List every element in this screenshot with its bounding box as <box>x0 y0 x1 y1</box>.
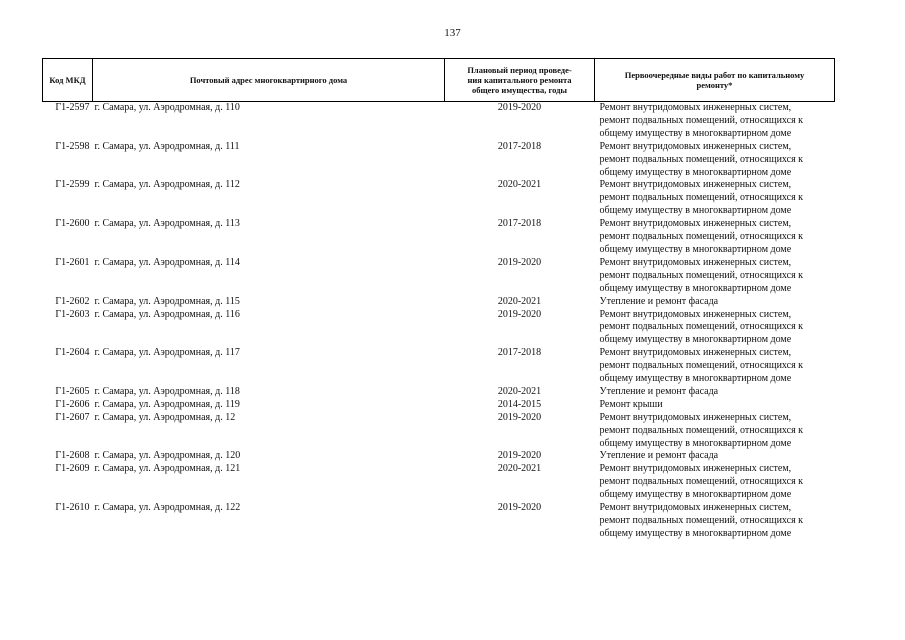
header-works-line: Первоочередные виды работ по капитальному <box>624 70 805 80</box>
works-line: Утепление и ремонт фасада <box>599 385 719 397</box>
works-cell <box>595 257 835 296</box>
mkd-code-cell: Г1-2605 <box>55 385 90 397</box>
header-period-line: общего имущества, годы <box>471 85 568 95</box>
header-period <box>445 59 595 102</box>
period-cell: 2017-2018 <box>497 218 542 230</box>
works-cell <box>595 309 835 348</box>
table-header <box>43 59 835 102</box>
works-line: общему имуществу в многоквартирном доме <box>599 373 792 385</box>
address-cell: г. Самара, ул. Аэродромная, д. 115 <box>94 295 240 307</box>
works-line: Ремонт внутридомовых инженерных систем, <box>599 102 792 113</box>
mkd-code-cell: Г1-2597 <box>55 102 90 113</box>
header-code: Код МКД <box>43 59 93 102</box>
mkd-code-cell: Г1-2607 <box>55 411 90 423</box>
works-line: ремонт подвальных помещений, относящихся к <box>599 269 804 281</box>
header-period-line: Плановый период проведе- <box>467 65 572 75</box>
works-line: общему имуществу в многоквартирном доме <box>599 127 792 139</box>
address-cell: г. Самара, ул. Аэродромная, д. 114 <box>94 256 240 268</box>
table-row <box>43 257 835 296</box>
table-row <box>43 218 835 257</box>
address-cell: г. Самара, ул. Аэродромная, д. 12 <box>94 411 236 423</box>
works-line: Ремонт внутридомовых инженерных систем, <box>599 140 792 152</box>
works-line: Ремонт внутридомовых инженерных систем, <box>599 179 792 191</box>
works-line: ремонт подвальных помещений, относящихся к <box>599 231 804 243</box>
works-cell <box>595 399 835 412</box>
address-cell: г. Самара, ул. Аэродромная, д. 120 <box>94 450 241 462</box>
works-line: Ремонт внутридомовых инженерных систем, <box>599 411 792 423</box>
table-row <box>43 412 835 451</box>
period-cell: 2017-2018 <box>497 140 542 152</box>
header-works-line: ремонту* <box>696 80 733 90</box>
works-cell <box>595 463 835 502</box>
period-cell: 2019-2020 <box>497 502 542 514</box>
works-line: общему имуществу в многоквартирном доме <box>599 166 792 178</box>
works-line: ремонт подвальных помещений, относящихся к <box>599 153 804 165</box>
works-line: общему имуществу в многоквартирном доме <box>599 205 792 217</box>
works-line: общему имуществу в многоквартирном доме <box>599 527 792 539</box>
address-cell: г. Самара, ул. Аэродромная, д. 110 <box>94 102 240 113</box>
address-cell: г. Самара, ул. Аэродромная, д. 117 <box>94 347 240 359</box>
period-cell: 2020-2021 <box>497 463 542 475</box>
mkd-code-cell: Г1-2608 <box>55 450 90 462</box>
table-row <box>43 450 835 463</box>
mkd-code-cell: Г1-2609 <box>55 463 90 475</box>
period-cell: 2019-2020 <box>497 411 542 423</box>
table-row <box>43 296 835 309</box>
works-line: Ремонт внутридомовых инженерных систем, <box>599 347 792 359</box>
address-cell: г. Самара, ул. Аэродромная, д. 111 <box>94 140 240 152</box>
works-line: общему имуществу в многоквартирном доме <box>599 437 792 449</box>
address-cell: г. Самара, ул. Аэродромная, д. 113 <box>94 218 240 230</box>
works-cell <box>595 102 835 141</box>
works-cell <box>595 347 835 386</box>
works-line: Ремонт внутридомовых инженерных систем, <box>599 463 792 475</box>
mkd-code-cell: Г1-2598 <box>55 140 90 152</box>
works-line: Утепление и ремонт фасада <box>599 450 719 462</box>
works-cell <box>595 412 835 451</box>
table-row <box>43 463 835 502</box>
works-cell <box>595 502 835 541</box>
works-line: общему имуществу в многоквартирном доме <box>599 334 792 346</box>
table-row <box>43 347 835 386</box>
table-row <box>43 309 835 348</box>
table-row <box>43 386 835 399</box>
works-cell <box>595 296 835 309</box>
works-line: Ремонт крыши <box>599 398 663 410</box>
mkd-code-cell: Г1-2603 <box>55 308 90 320</box>
works-line: общему имуществу в многоквартирном доме <box>599 282 792 294</box>
table-row <box>43 102 835 141</box>
mkd-code-cell: Г1-2604 <box>55 347 90 359</box>
table-row <box>43 179 835 218</box>
period-cell: 2020-2021 <box>497 385 542 397</box>
table-row <box>43 399 835 412</box>
period-cell: 2020-2021 <box>497 295 542 307</box>
period-cell: 2017-2018 <box>497 347 542 359</box>
works-cell <box>595 218 835 257</box>
period-cell: 2020-2021 <box>497 179 542 191</box>
mkd-code-cell: Г1-2606 <box>55 398 90 410</box>
header-period-line: ния капитального ремонта <box>467 75 572 85</box>
works-cell <box>595 179 835 218</box>
works-line: Ремонт внутридомовых инженерных систем, <box>599 308 792 320</box>
period-cell: 2019-2020 <box>497 102 542 113</box>
works-line: общему имуществу в многоквартирном доме <box>599 489 792 501</box>
works-line: ремонт подвальных помещений, относящихся к <box>599 360 804 372</box>
capital-repair-table <box>42 58 835 541</box>
period-cell: 2019-2020 <box>497 256 542 268</box>
mkd-code-cell: Г1-2600 <box>55 218 90 230</box>
table-body <box>43 102 835 541</box>
address-cell: г. Самара, ул. Аэродромная, д. 112 <box>94 179 240 191</box>
works-cell <box>595 450 835 463</box>
works-line: ремонт подвальных помещений, относящихся к <box>599 321 804 333</box>
mkd-code-cell: Г1-2601 <box>55 256 90 268</box>
mkd-code-cell: Г1-2602 <box>55 295 90 307</box>
address-cell: г. Самара, ул. Аэродромная, д. 119 <box>94 398 240 410</box>
address-cell: г. Самара, ул. Аэродромная, д. 121 <box>94 463 241 475</box>
works-line: Ремонт внутридомовых инженерных систем, <box>599 218 792 230</box>
works-line: ремонт подвальных помещений, относящихся к <box>599 114 804 126</box>
works-line: Ремонт внутридомовых инженерных систем, <box>599 256 792 268</box>
period-cell: 2014-2015 <box>497 398 542 410</box>
page-number: 137 <box>444 27 461 39</box>
mkd-code-cell: Г1-2599 <box>55 179 90 191</box>
works-line: ремонт подвальных помещений, относящихся к <box>599 515 804 526</box>
mkd-code-cell: Г1-2610 <box>55 502 90 514</box>
address-cell: г. Самара, ул. Аэродромная, д. 122 <box>94 502 241 514</box>
works-cell <box>595 141 835 180</box>
period-cell: 2019-2020 <box>497 308 542 320</box>
works-line: Утепление и ремонт фасада <box>599 295 719 307</box>
table-row <box>43 141 835 180</box>
works-line: ремонт подвальных помещений, относящихся к <box>599 192 804 204</box>
address-cell: г. Самара, ул. Аэродромная, д. 116 <box>94 308 240 320</box>
header-works <box>595 59 835 102</box>
works-line: ремонт подвальных помещений, относящихся к <box>599 476 804 488</box>
address-cell: г. Самара, ул. Аэродромная, д. 118 <box>94 385 240 397</box>
table-row <box>43 502 835 541</box>
works-line: общему имуществу в многоквартирном доме <box>599 243 792 255</box>
works-line: ремонт подвальных помещений, относящихся к <box>599 424 804 436</box>
period-cell: 2019-2020 <box>497 450 542 462</box>
works-cell <box>595 386 835 399</box>
header-address: Почтовый адрес многоквартирного дома <box>93 59 445 102</box>
works-line: Ремонт внутридомовых инженерных систем, <box>599 502 792 514</box>
